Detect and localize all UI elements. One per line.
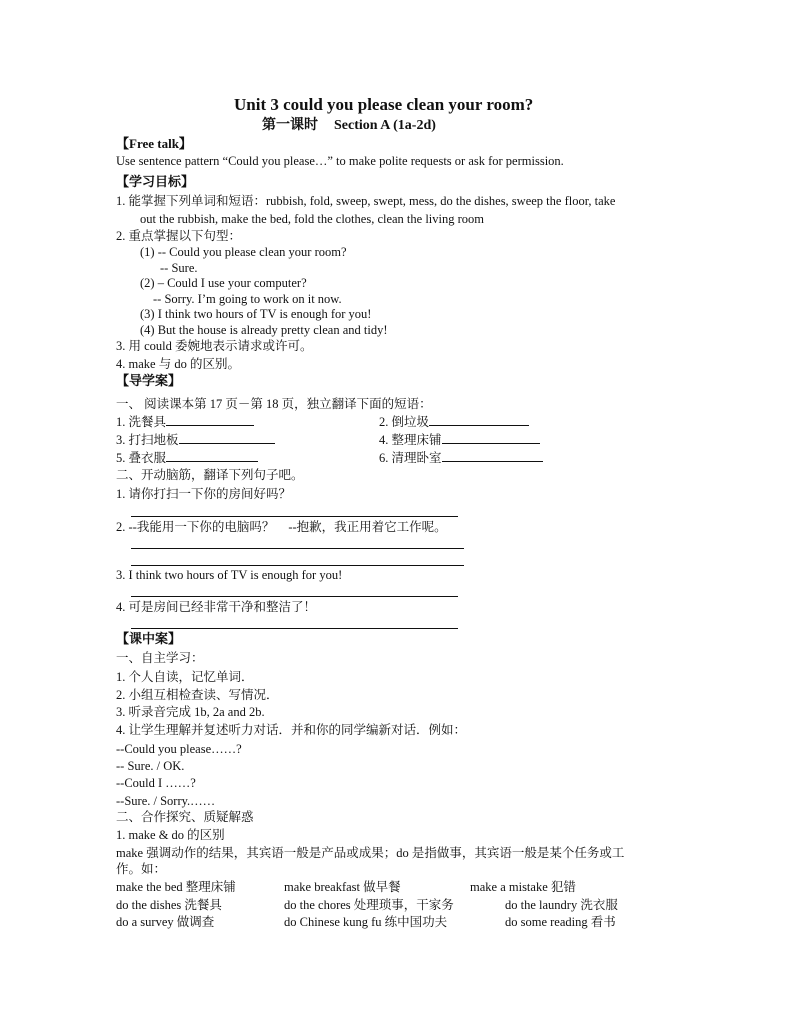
class-part-2: 二、合作探究、质疑解惑	[116, 810, 254, 824]
sentence-1a: (1) -- Could you please clean your room?	[140, 245, 347, 259]
phrase-6-label: 6. 清理卧室	[379, 451, 442, 465]
goals-heading: 【学习目标】	[116, 174, 195, 189]
dialog-line-3: --Could I ……?	[116, 776, 196, 790]
sentence-3: (3) I think two hours of TV is enough for you!	[140, 307, 372, 321]
example-cell: do Chinese kung fu 练中国功夫	[284, 915, 448, 929]
example-cell: make the bed 整理床铺	[116, 880, 236, 894]
goals-item-2: 2. 重点掌握以下句型：	[116, 229, 242, 243]
example-cell: make breakfast 做早餐	[284, 880, 401, 894]
question-2-reply: --抱歉，我正用着它工作呢。	[288, 520, 447, 534]
guide-heading: 【导学案】	[116, 373, 182, 388]
free-talk-text: Use sentence pattern “Could you please…” to make polite requests or ask for permission.	[116, 154, 564, 168]
make-do-explanation-cont: 作。如：	[116, 862, 167, 876]
example-cell: do a survey 做调查	[116, 915, 215, 929]
sentence-2a: (2) – Could I use your computer?	[140, 276, 307, 290]
class-heading: 【课中案】	[116, 631, 182, 646]
page-subtitle	[262, 117, 436, 135]
phrase-3	[116, 432, 275, 448]
answer-blank[interactable]	[442, 450, 543, 462]
phrase-2	[379, 414, 529, 430]
answer-blank[interactable]	[442, 432, 540, 444]
make-do-explanation: make 强调动作的结果，其宾语一般是产品或成果；do 是指做事，其宾语一般是某个任务或工	[116, 846, 625, 860]
free-talk-heading: 【Free talk】	[116, 136, 192, 151]
class-item-2: 2. 小组互相检查读、写情况．	[116, 688, 279, 702]
sentence-4: (4) But the house is already pretty clean and tidy!	[140, 323, 388, 337]
class-item-4: 4. 让学生理解并复述听力对话．并和你的同学编新对话．例如：	[116, 723, 467, 737]
question-2-ask: 2. --我能用一下你的电脑吗？	[116, 520, 275, 534]
answer-blank[interactable]	[179, 432, 275, 444]
subtitle-lesson: 第一课时	[262, 118, 318, 133]
class-item-1: 1. 个人自读，记忆单词．	[116, 670, 254, 684]
phrase-4-label: 4. 整理床铺	[379, 433, 442, 447]
subtitle-section: Section A (1a-2d)	[334, 118, 436, 133]
page-title: Unit 3 could you please clean your room?	[234, 95, 534, 114]
guide-part-1: 一、 阅读课本第 17 页－第 18 页，独立翻译下面的短语：	[116, 397, 432, 411]
example-cell: make a mistake 犯错	[470, 880, 576, 894]
goals-item-1: 1. 能掌握下列单词和短语：rubbish, fold, sweep, swept, mess, do the dishes, sweep the floor, take	[116, 194, 616, 208]
example-cell: do some reading 看书	[505, 915, 616, 929]
answer-blank[interactable]	[166, 414, 254, 426]
dialog-line-1: --Could you please……?	[116, 742, 242, 756]
phrase-5	[116, 450, 258, 466]
phrase-2-label: 2. 倒垃圾	[379, 415, 430, 429]
goals-item-3: 3. 用 could 委婉地表示请求或许可。	[116, 339, 313, 353]
example-cell: do the chores 处理琐事，干家务	[284, 898, 454, 912]
phrase-1	[116, 414, 254, 430]
answer-blank[interactable]	[166, 450, 258, 462]
class-item-3: 3. 听录音完成 1b, 2a and 2b.	[116, 705, 265, 719]
answer-line[interactable]	[131, 548, 464, 549]
example-cell: do the dishes 洗餐具	[116, 898, 222, 912]
class-part-1: 一、自主学习：	[116, 651, 204, 665]
phrase-6	[379, 450, 543, 466]
question-1: 1. 请你打扫一下你的房间好吗？	[116, 487, 292, 501]
question-3: 3. I think two hours of TV is enough for you!	[116, 568, 343, 582]
sentence-2b: -- Sorry. I’m going to work on it now.	[153, 292, 342, 306]
phrase-5-label: 5. 叠衣服	[116, 451, 167, 465]
sentence-1b: -- Sure.	[160, 261, 198, 275]
phrase-1-label: 1. 洗餐具	[116, 415, 167, 429]
phrase-4	[379, 432, 540, 448]
answer-line[interactable]	[131, 628, 458, 629]
goals-item-1-cont: out the rubbish, make the bed, fold the clothes, clean the living room	[140, 212, 485, 226]
answer-line[interactable]	[131, 516, 458, 517]
example-cell: do the laundry 洗衣服	[505, 898, 618, 912]
dialog-line-2: -- Sure. / OK.	[116, 759, 185, 773]
answer-line[interactable]	[131, 596, 458, 597]
make-do-heading: 1. make & do 的区别	[116, 828, 225, 842]
answer-line[interactable]	[131, 565, 464, 566]
question-2	[116, 519, 447, 535]
phrase-3-label: 3. 打扫地板	[116, 433, 179, 447]
dialog-line-4: --Sure. / Sorry.……	[116, 794, 216, 808]
question-4: 4. 可是房间已经非常干净和整洁了！	[116, 600, 317, 614]
guide-part-2: 二、开动脑筋，翻译下列句子吧。	[116, 468, 304, 482]
answer-blank[interactable]	[429, 414, 529, 426]
goals-item-4: 4. make 与 do 的区别。	[116, 357, 240, 371]
